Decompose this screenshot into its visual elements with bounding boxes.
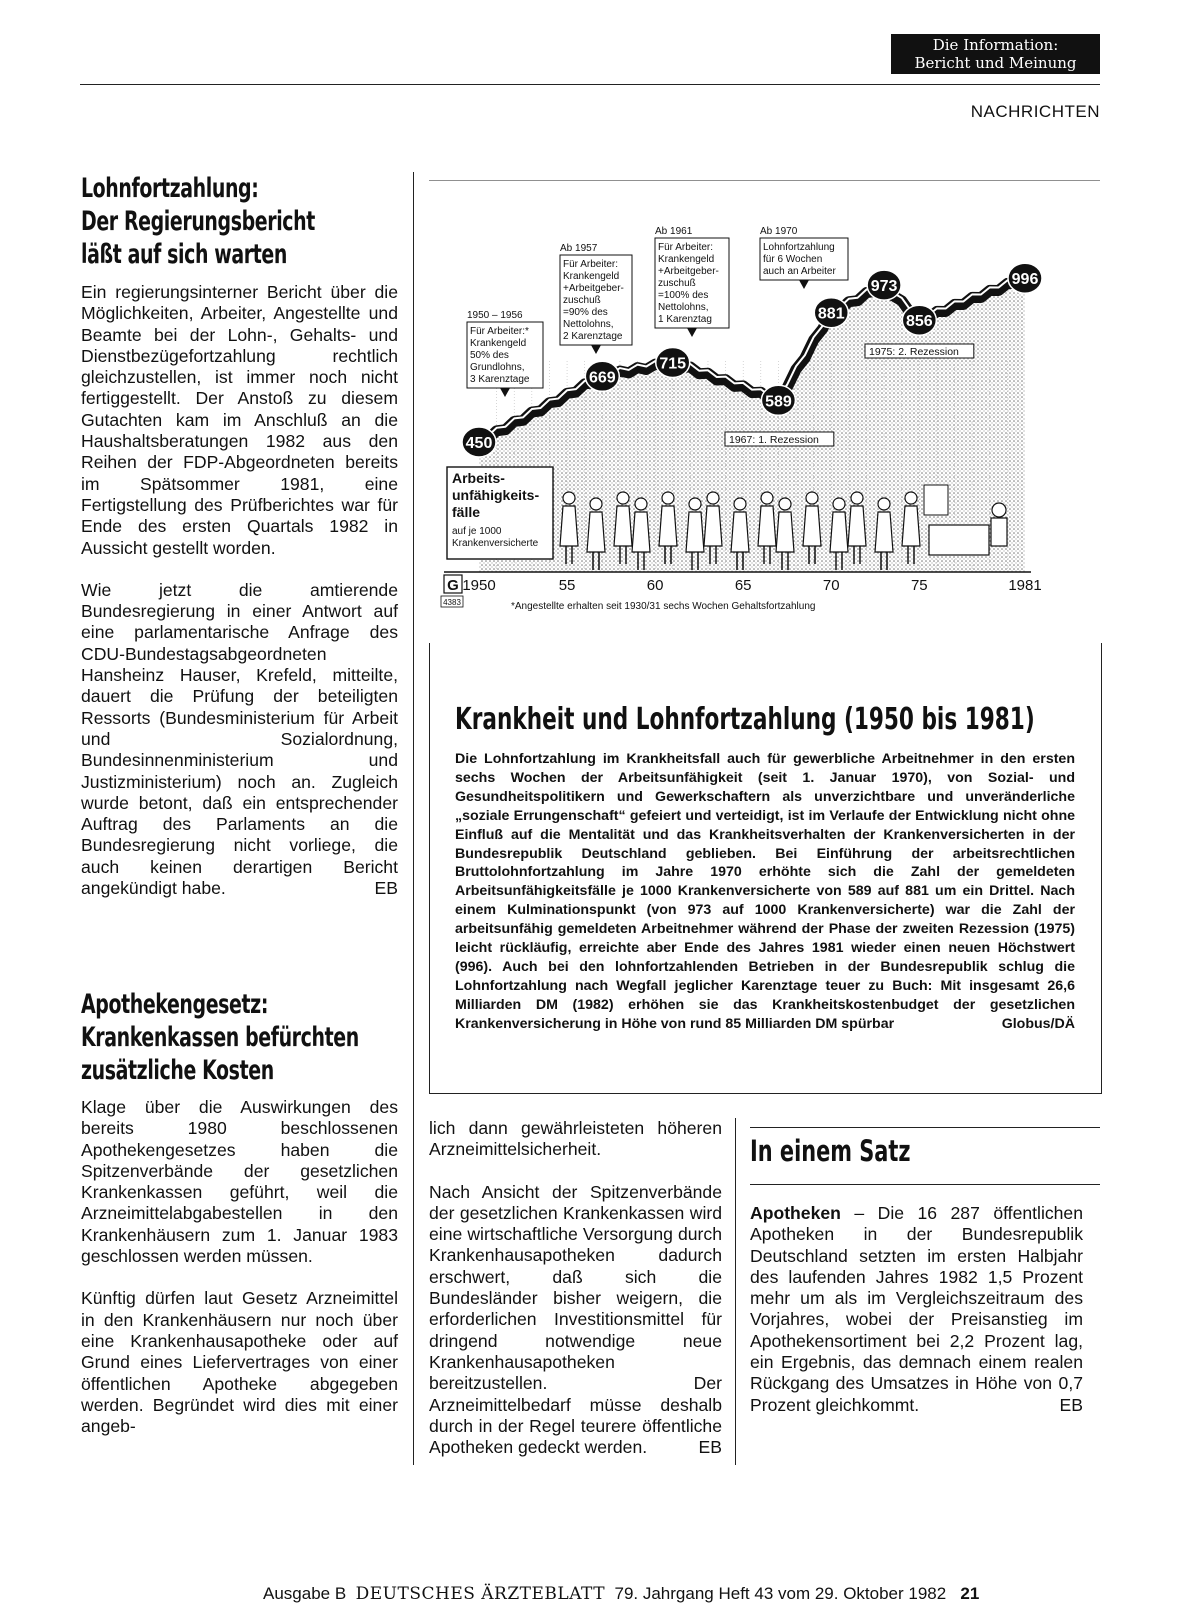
globus-logo: G xyxy=(447,577,459,594)
annotation-line: Krankengeld xyxy=(658,254,715,265)
data-label-text: 669 xyxy=(588,369,616,387)
figure-body xyxy=(776,512,794,552)
headline-line: zusätzliche Kosten xyxy=(81,1055,274,1086)
figure-head xyxy=(662,492,674,504)
section-label: NACHRICHTEN xyxy=(970,102,1100,121)
annotation-line: =90% des xyxy=(563,307,608,318)
caption-text xyxy=(455,750,1075,1034)
annotation-line: für 6 Wochen xyxy=(763,254,823,265)
figure-head xyxy=(689,498,701,510)
x-tick-label: 60 xyxy=(646,577,664,594)
article2-body-col1 xyxy=(81,1097,398,1458)
data-label-450 xyxy=(462,427,496,457)
paragraph: Klage über die Auswirkungen des bereits 1980 beschlossenen Apothekengesetzes haben die Spitzenverbände der gesetzlichen Krankenkassen geführt, weil die Arzneimittelabgabestellen in den Krankenhäusern zum 1. Januar 1983 geschlossen werden müssen. xyxy=(81,1097,398,1267)
caption-body: Die Lohnfortzahlung im Krankheitsfall auch für gewerbliche Arbeitnehmer in den ersten sechs Wochen der Arbeitsunfähigkeit (seit 1. Januar 1970), von Sozial- und Gesundheitspolitikern und Gewerkschaftern als unverzichtbare und unveränderliche „soziale Errungenschaft“ gefeiert und verteidigt, ist im Verlaufe der Entwicklung nicht ohne Einfluß auf die Mentalität und das Krankheitsverhalten der Krankenversicherten in der Bundesrepublik Deutschland geblieben. Bei Einführung der arbeitsrechtlichen Bruttolohnfortzahlung im Jahre 1970 erhöhte sich die Zahl der gemeldeten Arbeitsunfähigkeitsfälle je 1000 Krankenversicherte von 589 auf 881 um ein Drittel. Nach einem Kulminationspunkt (von 973 auf 1000 Krankenversicherte) war die Zahl der arbeitsunfähig gemeldeten Arbeitnehmer während der Phase der zweiten Rezession (1975) leicht rückläufig, erreichte aber Ende des Jahres 1981 wieder einen neuen Höchstwert (996). Auch bei den lohnfortzahlenden Betrieben in der Bundesrepublik schlug die Lohnfortzahlung nach Wegfall jeglicher Karenztage teuer zu Buch: Mit insgesamt 26,6 Milliarden DM (1982) erhöhen sie das Krankheitskostenbudget der gesetzlichen Krankenversicherung in Höhe von rund 85 Milliarden DM spürbar xyxy=(455,751,1075,1032)
annotation-line: Krankengeld xyxy=(563,271,620,282)
paragraph xyxy=(429,1182,722,1459)
x-tick-label: 1950 xyxy=(462,577,496,594)
annotation-arrow xyxy=(687,328,697,337)
annotation-line: Für Arbeiter: xyxy=(658,242,714,253)
annotation-arrow xyxy=(500,388,510,397)
annotation-arrow xyxy=(591,345,601,354)
figure-head xyxy=(833,498,845,510)
figure-head xyxy=(761,492,773,504)
annotation-arrow xyxy=(799,280,809,289)
figure-head xyxy=(851,492,863,504)
data-label-text: 973 xyxy=(870,278,898,296)
figure-body xyxy=(614,506,632,546)
figure-body xyxy=(659,506,677,546)
figure-body xyxy=(731,512,749,552)
headline-line: Der Regierungsbericht xyxy=(81,206,315,237)
headline-line: Apothekengesetz: xyxy=(81,989,269,1020)
annotation-line: 50% des xyxy=(470,350,509,361)
ylabel-line: auf je 1000 xyxy=(452,526,502,537)
annotation-period: Ab 1970 xyxy=(760,226,798,237)
figure-head xyxy=(734,498,746,510)
data-label-715 xyxy=(656,348,690,378)
figure-head xyxy=(563,492,575,504)
data-label-973 xyxy=(867,270,901,300)
recession-text: 1975: 2. Rezession xyxy=(869,346,959,358)
signature: EB xyxy=(1059,1394,1083,1415)
doctor-head xyxy=(992,503,1006,517)
footer-issue: 79. Jahrgang Heft 43 vom 29. Oktober 1982 xyxy=(614,1584,947,1603)
headline-line: Lohnfortzahlung: xyxy=(81,173,259,204)
x-tick-label: 55 xyxy=(558,577,576,594)
annotation-line: Für Arbeiter: xyxy=(563,259,619,270)
ylabel-line: Krankenversicherte xyxy=(452,538,539,549)
annotation-period: Ab 1957 xyxy=(560,243,598,254)
data-label-text: 715 xyxy=(659,355,687,373)
paragraph xyxy=(81,580,398,899)
footer-journal: DEUTSCHES ÄRZTEBLATT xyxy=(355,1584,606,1604)
article1-body xyxy=(81,282,398,899)
annotation-1 xyxy=(467,310,543,397)
annotation-line: Krankengeld xyxy=(470,338,527,349)
data-label-text: 996 xyxy=(1011,271,1039,289)
chart-panel xyxy=(429,180,1100,637)
figure-body xyxy=(830,512,848,552)
annotation-line: auch an Arbeiter xyxy=(763,266,836,277)
figure-body xyxy=(587,512,605,552)
figure-body xyxy=(902,506,920,546)
doctor-body xyxy=(991,518,1007,546)
figure-head xyxy=(779,498,791,510)
satz-lead: Apotheken xyxy=(750,1203,841,1223)
data-label-589 xyxy=(761,385,795,415)
headline-line: Krankenkassen befürchten xyxy=(81,1022,359,1053)
annotation-line: Lohnfortzahlung xyxy=(763,242,835,253)
annotation-period: Ab 1961 xyxy=(655,226,693,237)
annotation-line: 1 Karenztag xyxy=(658,314,712,325)
signature: EB xyxy=(698,1437,722,1458)
paragraph: Künftig dürfen laut Gesetz Arzneimittel in den Krankenhäusern nur noch über eine Krankenhausapotheke oder auf Grund eines Liefervertrages von einer öffentlichen Apotheke abgegeben werden. Begründet wird dies mit einer angeb- xyxy=(81,1288,398,1437)
x-tick-label: 1981 xyxy=(1008,577,1042,594)
figure-body xyxy=(875,512,893,552)
data-label-text: 856 xyxy=(905,313,933,331)
footer-edition: Ausgabe B xyxy=(263,1584,347,1603)
x-axis xyxy=(441,572,1042,612)
figure-head xyxy=(806,492,818,504)
figure-body xyxy=(632,512,650,552)
data-label-text: 450 xyxy=(465,435,493,452)
column-divider-right xyxy=(735,1118,736,1465)
figure-body xyxy=(848,506,866,546)
recession-label-1 xyxy=(725,432,834,446)
caption-credit: Globus/DÄ xyxy=(1001,1015,1075,1032)
annotation-line: 3 Karenztage xyxy=(470,374,530,385)
recession-text: 1967: 1. Rezession xyxy=(729,434,819,446)
x-tick-label: 65 xyxy=(734,577,752,594)
chart-ylabel-box xyxy=(447,467,553,559)
annotation-4 xyxy=(760,226,848,289)
chart-footnote: *Angestellte erhalten seit 1930/31 sechs Wochen Gehaltsfortzahlung xyxy=(511,601,816,612)
article2-body-col2 xyxy=(429,1118,722,1458)
ylabel-line: Arbeits- xyxy=(452,470,505,486)
header-badge-line1: Die Information: xyxy=(932,36,1059,54)
satz-text: – Die 16 287 öffentlichen Apotheken in der Bundesrepublik Deutschland setzten im ersten Halbjahr des laufenden Jahres 1982 1,5 Prozent mehr um als im Vergleichszeitraum des Vorjahres, wobei der Preisanstieg im Apothekensortiment bei 2,2 Prozent lag, ein Ergebnis, das demnach einem realen Rückgang des Umsatzes in Höhe von 0,7 Prozent gleichkommt. xyxy=(750,1203,1083,1415)
paragraph-text: Wie jetzt die amtierende Bundesregierung in einer Antwort auf eine parlamentarische Anfrage des CDU-Bundestagsabgeordneten Hansheinz Hauser, Krefeld, mitteilte, dauert die Prüfung der beteiligten Ressorts (Bundesministerium für Arbeit und Sozialordnung, Bundesinnenministerium und Justizministerium) noch an. Zugleich wurde betont, daß ein entsprechender Auftrag des Parlaments an die Bundesregierung nicht vorliege, die auch keinen derartigen Bericht angekündigt habe. xyxy=(81,579,398,899)
data-label-856 xyxy=(902,305,936,335)
satz-body xyxy=(750,1203,1083,1416)
x-tick-label: 70 xyxy=(822,577,840,594)
figure-head xyxy=(878,498,890,510)
annotation-period: 1950 – 1956 xyxy=(467,310,523,321)
annotation-line: zuschuß xyxy=(563,295,601,306)
figure-head xyxy=(617,492,629,504)
annotation-line: zuschuß xyxy=(658,278,696,289)
data-label-669 xyxy=(585,361,619,391)
figure-body xyxy=(704,506,722,546)
annotation-line: +Arbeitgeber- xyxy=(658,266,719,277)
paragraph: Ein regierungsinterner Bericht über die Möglichkeiten, Arbeiter, Angestellte und Beamte bei der Lohn-, Gehalts- und Dienstbezügefortzahlung rechtlich gleichzustellen, ist immer noch nicht fertiggestellt. Der Anstoß zu diesem Gutachten kam im Anschluß an die Haushaltsberatungen 1982 aus den Reihen der FDP-Abgeordneten bereits im Spätsommer 1981, eine Fertigstellung des Prüfberichtes war für Ende des ersten Quartals 1982 in Aussicht gestellt worden. xyxy=(81,282,398,558)
annotation-line: +Arbeitgeber- xyxy=(563,283,624,294)
annotation-line: Für Arbeiter:* xyxy=(470,326,529,337)
x-tick-label: 75 xyxy=(910,577,928,594)
annotation-line: =100% des xyxy=(658,290,709,301)
desk xyxy=(929,525,989,555)
headline-line: läßt auf sich warten xyxy=(81,239,287,270)
satz-top-rule xyxy=(750,1127,1100,1128)
page-footer xyxy=(263,1584,979,1604)
signature: EB xyxy=(374,878,398,899)
paragraph: lich dann gewährleisteten höheren Arzneimittelsicherheit. xyxy=(429,1118,722,1160)
ylabel-line: fälle xyxy=(452,504,481,520)
wall-picture xyxy=(924,485,948,515)
figure-head xyxy=(635,498,647,510)
annotation-line: Grundlohns, xyxy=(470,362,525,373)
satz-bottom-rule xyxy=(750,1184,1100,1185)
header-badge xyxy=(891,34,1100,74)
figure-head xyxy=(590,498,602,510)
figure-body xyxy=(758,506,776,546)
header-rule xyxy=(80,84,1100,85)
header-badge-line2: Bericht und Meinung xyxy=(914,54,1077,72)
paragraph-text: Nach Ansicht der Spitzenverbände der gesetzlichen Krankenkassen wird eine wirtschaftliche Versorgung durch Krankenhausapotheken dadurch erschwert, daß sich die Bundesländer bisher weigern, die erforderlichen Investitionsmittel für dringend notwendige neue Krankenhausapotheken bereitzustellen. Der Arzneimittelbedarf müsse deshalb durch in der Regel teurere öffentliche Apotheken gedeckt werden. xyxy=(429,1181,722,1458)
figure-body xyxy=(686,512,704,552)
data-label-996 xyxy=(1008,263,1042,293)
page-number: 21 xyxy=(960,1584,980,1603)
annotation-3 xyxy=(655,226,729,337)
caption-title: Krankheit und Lohnfortzahlung (1950 bis 1981) xyxy=(455,702,1035,737)
column-divider-left xyxy=(413,172,414,1465)
satz-title: In einem Satz xyxy=(750,1134,911,1168)
annotation-line: 2 Karenztage xyxy=(563,331,623,342)
data-label-881 xyxy=(814,298,848,328)
annotation-line: Nettolohns, xyxy=(563,319,614,330)
annotation-line: Nettolohns, xyxy=(658,302,709,313)
globus-number: 4383 xyxy=(443,598,461,607)
recession-label-2 xyxy=(865,344,974,358)
data-label-text: 881 xyxy=(817,305,845,323)
figure-head xyxy=(707,492,719,504)
figure-body xyxy=(803,506,821,546)
chart-svg xyxy=(429,180,1100,637)
ylabel-line: unfähigkeits- xyxy=(452,487,540,503)
figure-head xyxy=(905,492,917,504)
data-label-text: 589 xyxy=(765,393,792,411)
annotation-2 xyxy=(560,243,632,354)
figure-body xyxy=(560,506,578,546)
